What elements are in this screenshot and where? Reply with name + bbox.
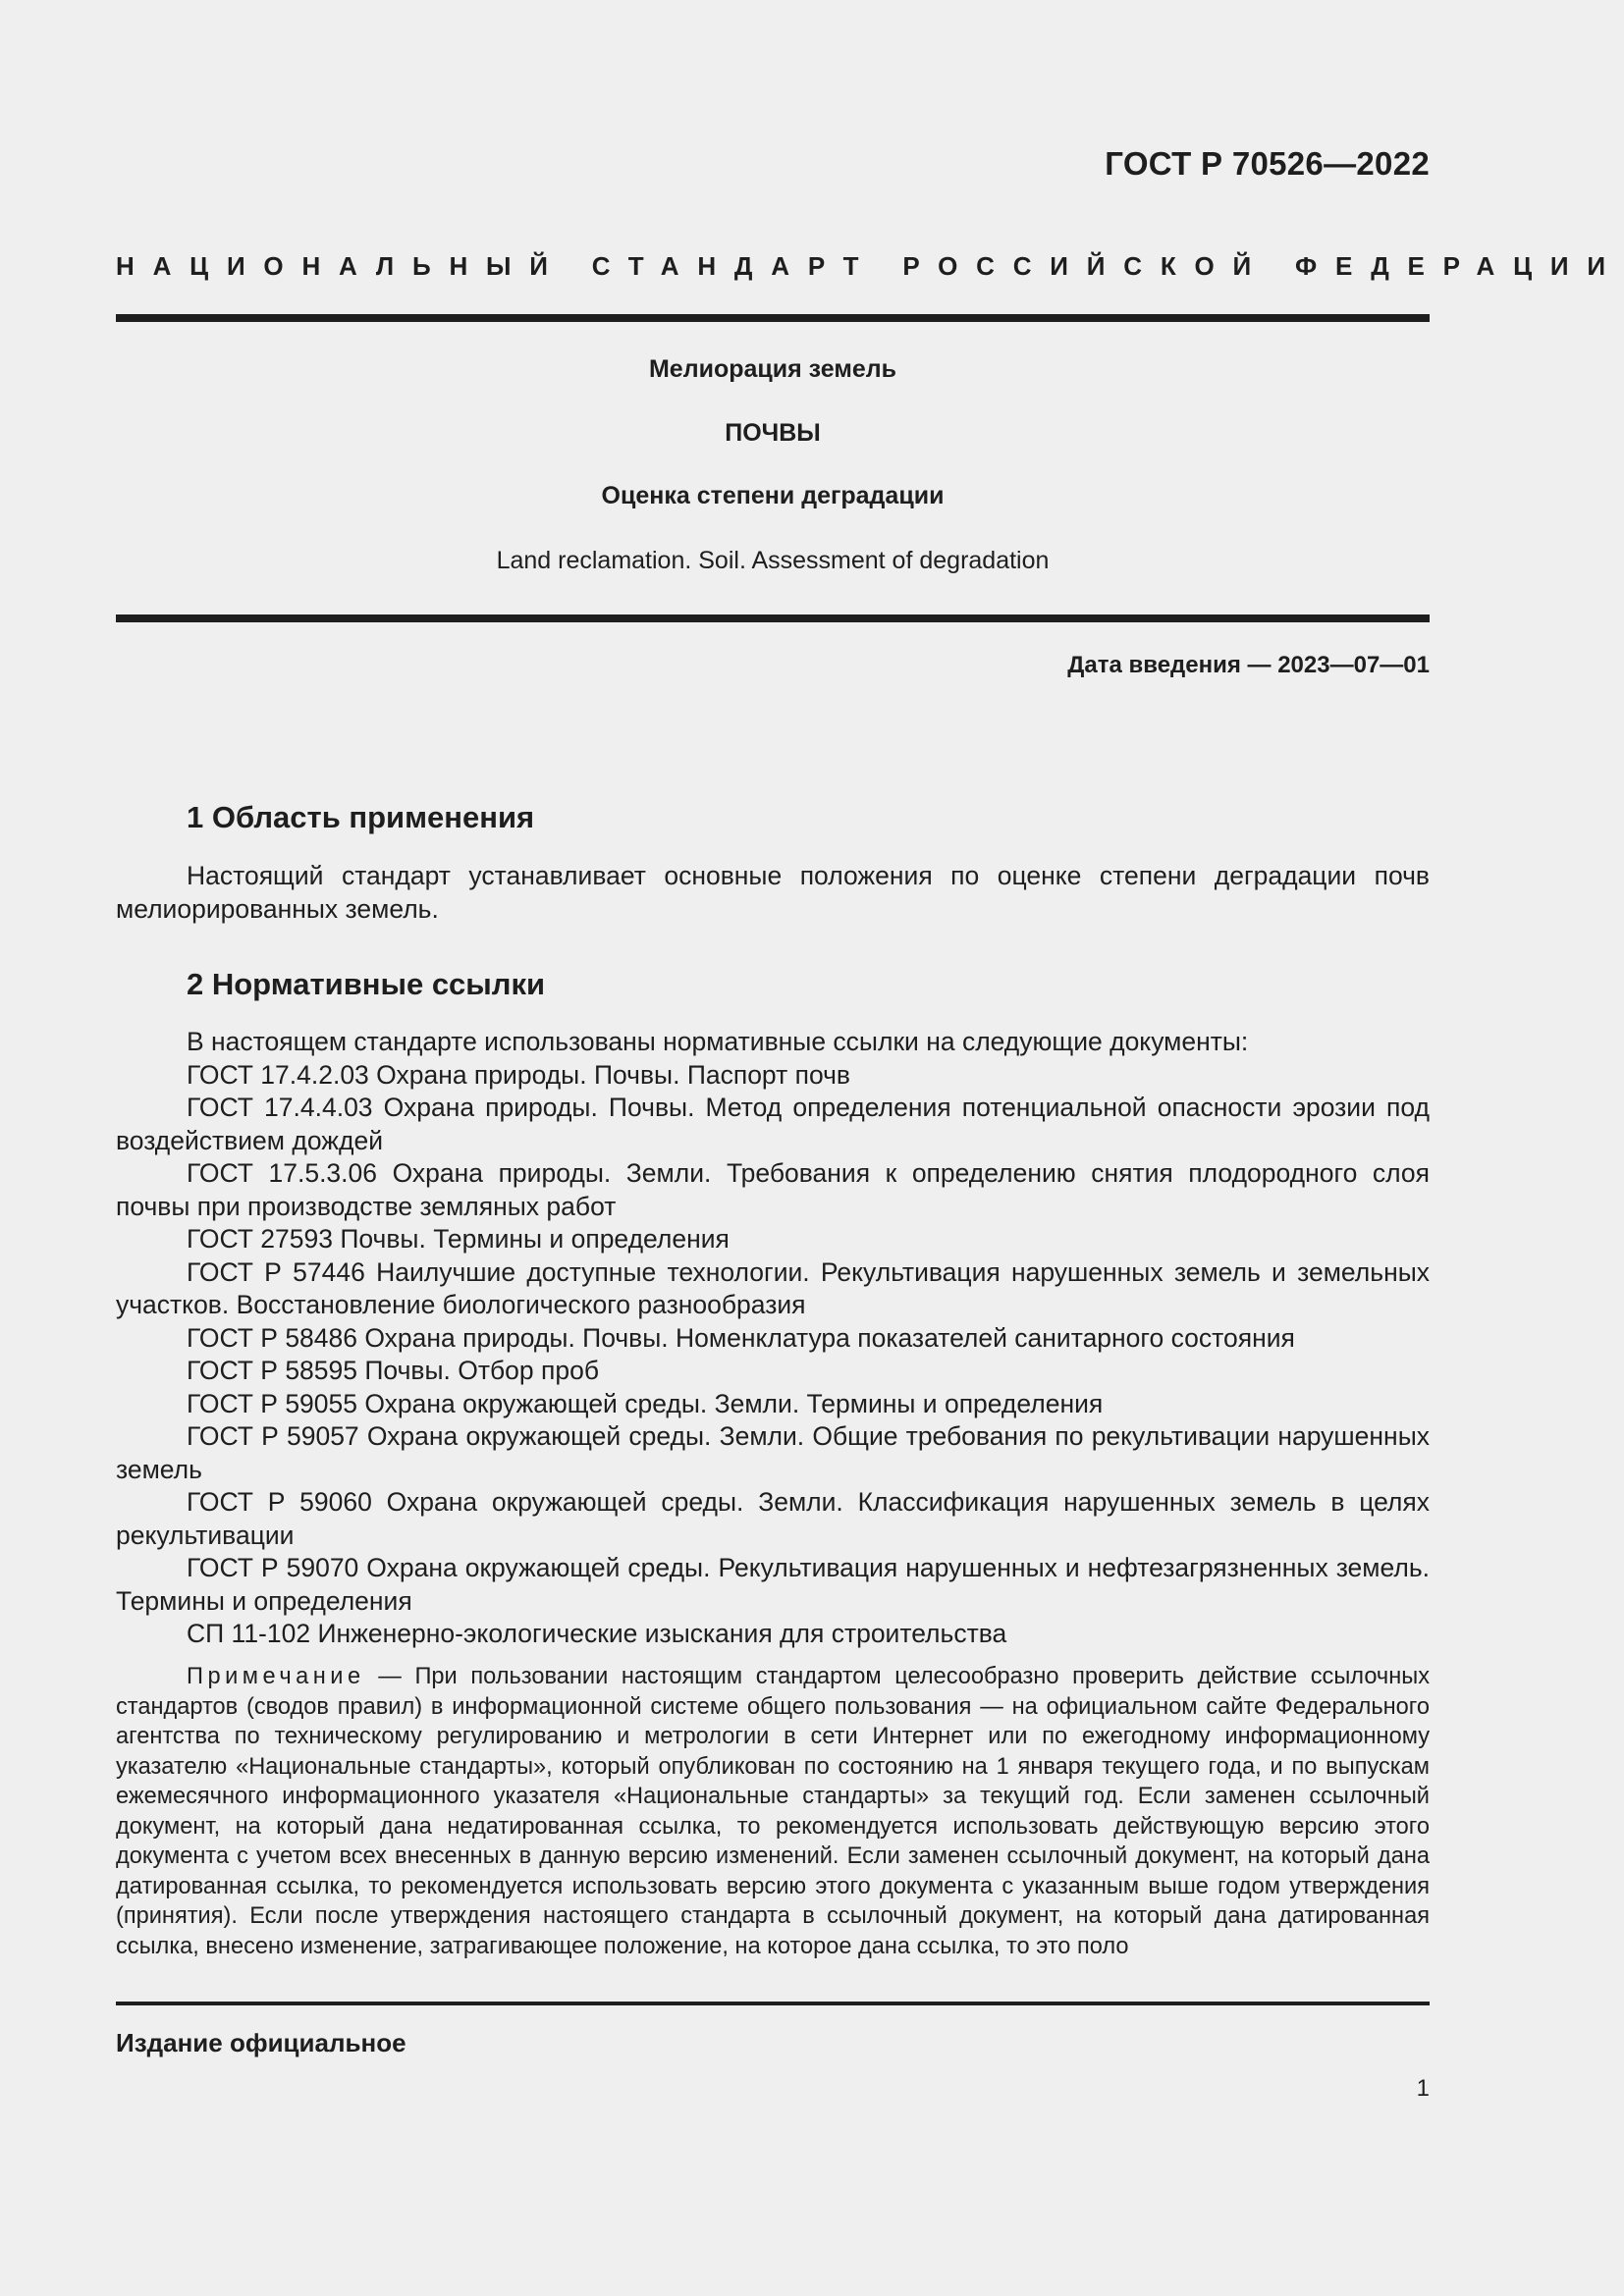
reference-item: ГОСТ 17.5.3.06 Охрана природы. Земли. Требования к определению снятия плодородного слоя почвы при производстве земляных работ [116, 1158, 1430, 1221]
reference-item: ГОСТ 17.4.2.03 Охрана природы. Почвы. Паспорт почв [187, 1059, 850, 1090]
edition-label: Издание официальное [116, 2028, 406, 2057]
section-1-title: 1 Область применения [187, 800, 535, 834]
title-bottom-divider [116, 614, 1430, 622]
document-number: ГОСТ Р 70526—2022 [1105, 145, 1430, 182]
reference-item: ГОСТ Р 59060 Охрана окружающей среды. Земли. Классификация нарушенных земель в целях рекультивации [116, 1487, 1430, 1550]
title-line-2: ПОЧВЫ [725, 419, 821, 447]
section-1-paragraph: Настоящий стандарт устанавливает основные положения по оценке степени деградации почв мелиорированных земель. [116, 861, 1430, 924]
footer-divider [116, 2002, 1430, 2005]
title-line-1: Мелиорация земель [648, 355, 896, 383]
references-intro: В настоящем стандарте использованы нормативные ссылки на следующие документы: [187, 1027, 1249, 1056]
reference-item: ГОСТ Р 58595 Почвы. Отбор проб [187, 1356, 600, 1385]
page-number: 1 [1416, 2075, 1430, 2102]
reference-item: ГОСТ Р 59070 Охрана окружающей среды. Рекультивация нарушенных и нефтезагрязненных земель. Термины и определения [116, 1553, 1430, 1616]
title-line-3: Оценка степени деградации [601, 482, 945, 509]
reference-item: ГОСТ 17.4.4.03 Охрана природы. Почвы. Метод определения потенциальной опасности эрозии под воздействием дождей [116, 1093, 1430, 1155]
reference-item: ГОСТ Р 59055 Охрана окружающей среды. Земли. Термины и определения [187, 1388, 1104, 1418]
reference-item: ГОСТ Р 59057 Охрана окружающей среды. Земли. Общие требования по рекультивации нарушенных земель [116, 1421, 1430, 1484]
section-2-title: 2 Нормативные ссылки [187, 967, 546, 1001]
reference-item: ГОСТ 27593 Почвы. Термины и определения [187, 1224, 730, 1254]
national-standard-heading: НАЦИОНАЛЬНЫЙ СТАНДАРТ РОССИЙСКОЙ ФЕДЕРАЦИИ [116, 251, 1624, 281]
title-english: Land reclamation. Soil. Assessment of degradation [496, 547, 1050, 574]
reference-item: ГОСТ Р 58486 Охрана природы. Почвы. Номенклатура показателей санитарного состояния [187, 1322, 1295, 1353]
introduction-date: Дата введения — 2023—07—01 [1067, 652, 1430, 678]
note-paragraph [116, 1662, 1430, 1961]
top-divider [116, 314, 1430, 322]
references-list [116, 1026, 1430, 1651]
note-text: — При пользовании настоящим стандартом целесообразно проверить действие ссылочных стандартов (сводов правил) в информационной системе общего пользования — на официальном сайте Федерального агентства по техническому регулированию и метрологии в сети Интернет или по ежегодному информационному указателю «Национальные стандарты», который опубликован по состоянию на 1 января текущего года, и по выпускам ежемесячного информационного указателя «Национальные стандарты» за текущий год. Если заменен ссылочный документ, на который дана недатированная ссылка, то рекомендуется использовать действующую версию этого документа с учетом всех внесенных в данную версию изменений. Если заменен ссылочный документ, на который дана датированная ссылка, то рекомендуется использовать версию этого документа с указанным выше годом утверждения (принятия). Если после утверждения настоящего стандарта в ссылочный документ, на который дана датированная ссылка, внесено изменение, затрагивающее положение, на которое дана ссылка, то это поло [116, 1664, 1430, 1959]
reference-item: СП 11-102 Инженерно-экологические изыскания для строительства [187, 1619, 1007, 1648]
section-1-body [116, 860, 1430, 926]
note-label: Примечание [187, 1664, 365, 1689]
reference-item: ГОСТ Р 57446 Наилучшие доступные технологии. Рекультивация нарушенных земель и земельных участков. Восстановление биологического разнообразия [116, 1256, 1430, 1319]
